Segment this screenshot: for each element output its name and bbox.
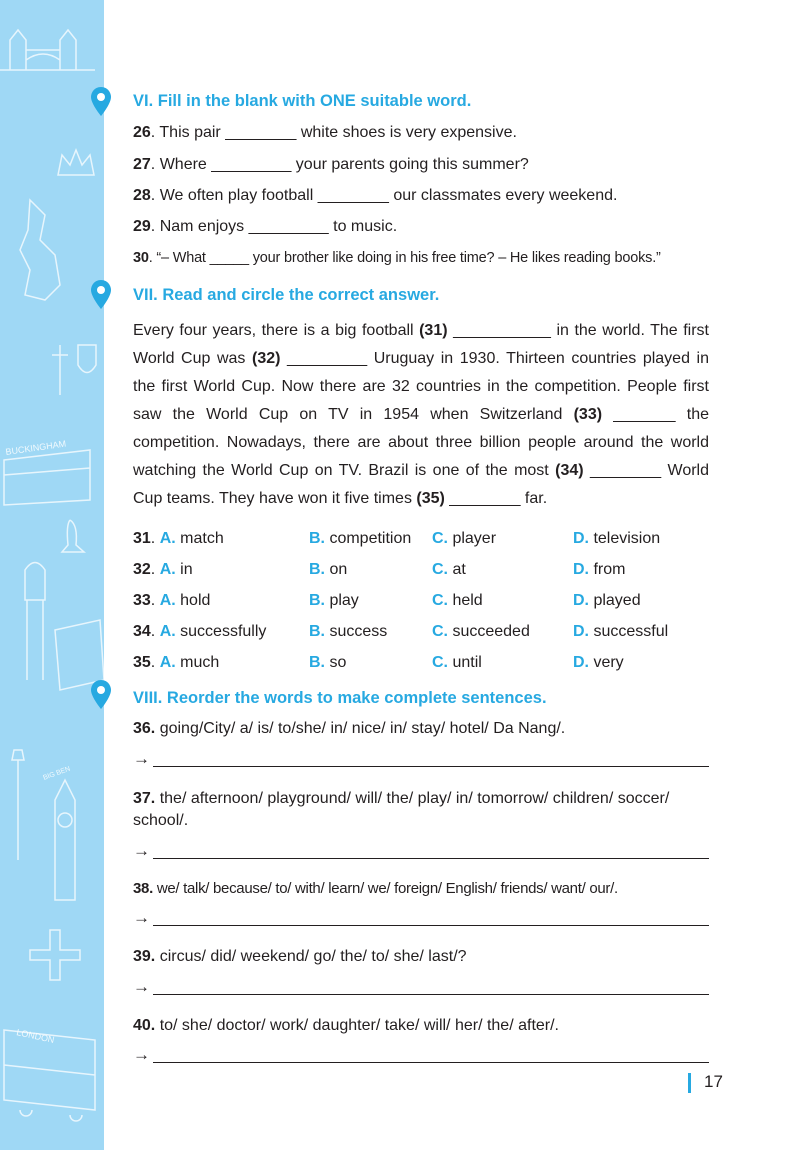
blank-number-32: (32)	[252, 350, 281, 367]
question-30	[133, 250, 661, 266]
option-d[interactable]: played	[593, 592, 641, 609]
passage-text: ________ far.	[444, 490, 548, 507]
question-number: 31	[133, 530, 151, 547]
london-landmarks-illustration	[0, 0, 104, 1150]
option-letter: C.	[432, 623, 448, 640]
uk-map-icon	[20, 200, 60, 300]
tower-bridge-icon	[0, 30, 95, 70]
writing-line[interactable]	[153, 858, 709, 859]
answer-line-39[interactable]	[133, 977, 709, 999]
answer-line-36[interactable]	[133, 749, 709, 771]
option-b[interactable]: on	[329, 561, 348, 578]
section-6-title: VI. Fill in the blank with ONE suitable word.	[133, 92, 472, 110]
location-pin-icon	[90, 86, 112, 118]
page-number-bar	[688, 1073, 691, 1093]
options-row-32	[133, 561, 713, 592]
question-38	[133, 878, 709, 900]
separator: .	[150, 530, 156, 547]
option-letter: D.	[573, 592, 589, 609]
option-letter: B.	[309, 561, 325, 578]
question-number: 38.	[133, 880, 153, 897]
option-letter: A.	[159, 654, 176, 671]
blank-number-35: (35)	[416, 490, 445, 507]
option-letter: B.	[309, 623, 325, 640]
question-number: 33	[133, 592, 151, 609]
passage-text: ___________ in the world. The first World Cup was	[133, 322, 709, 367]
reading-passage	[133, 317, 709, 513]
option-a[interactable]: in	[180, 561, 193, 578]
question-text: . Nam enjoys _________ to music.	[150, 218, 398, 235]
question-number: 35	[133, 654, 151, 671]
arrow-icon: →	[133, 977, 150, 996]
arrow-icon: →	[133, 841, 150, 860]
option-a[interactable]: hold	[180, 592, 211, 609]
option-letter: B.	[309, 654, 325, 671]
question-number: 26	[133, 124, 151, 141]
option-letter: B.	[309, 530, 325, 547]
option-letter: D.	[573, 561, 589, 578]
question-40	[133, 1015, 709, 1037]
question-number: 27	[133, 156, 151, 173]
location-pin-icon	[90, 679, 112, 711]
answer-line-38[interactable]	[133, 908, 709, 930]
location-pin-icon	[90, 279, 112, 311]
shield-icon	[78, 345, 96, 373]
question-number: 40.	[133, 1017, 156, 1034]
option-letter: A.	[159, 592, 176, 609]
passage-text: Every four years, there is a big football	[133, 322, 420, 339]
section-8-title: VIII. Reorder the words to make complete sentences.	[133, 689, 547, 707]
passage-text: ________ World Cup teams. They have won it five times	[133, 462, 709, 507]
sword-icon	[52, 345, 68, 395]
option-b[interactable]: so	[329, 654, 347, 671]
crown-icon	[58, 150, 94, 175]
question-number: 29	[133, 218, 151, 235]
option-a[interactable]: much	[180, 654, 220, 671]
option-d[interactable]: television	[593, 530, 661, 547]
writing-line[interactable]	[153, 1062, 709, 1063]
question-37	[133, 788, 709, 832]
option-letter: A.	[159, 623, 176, 640]
option-d[interactable]: from	[593, 561, 626, 578]
option-d[interactable]: very	[593, 654, 624, 671]
writing-line[interactable]	[153, 766, 709, 767]
option-c[interactable]: held	[452, 592, 483, 609]
blank-number-33: (33)	[573, 406, 603, 423]
cross-icon	[30, 930, 80, 980]
london-label: LONDON	[15, 1027, 56, 1045]
question-number: 36.	[133, 720, 156, 737]
lamp-post-icon	[12, 750, 24, 860]
separator: .	[150, 623, 156, 640]
option-a[interactable]: match	[180, 530, 224, 547]
writing-line[interactable]	[153, 925, 709, 926]
options-row-34	[133, 623, 713, 654]
option-letter: B.	[309, 592, 325, 609]
question-text: circus/ did/ weekend/ go/ the/ to/ she/ last/?	[155, 948, 467, 965]
option-a[interactable]: successfully	[180, 623, 267, 640]
question-26	[133, 124, 517, 142]
question-number: 37.	[133, 790, 156, 807]
option-c[interactable]: at	[452, 561, 466, 578]
bell-icon	[62, 520, 84, 552]
big-ben-icon	[55, 780, 75, 900]
option-letter: C.	[432, 561, 448, 578]
question-number: 34	[133, 623, 151, 640]
option-letter: D.	[573, 623, 589, 640]
option-c[interactable]: succeeded	[452, 623, 530, 640]
answer-line-37[interactable]	[133, 841, 709, 863]
question-number: 28	[133, 187, 151, 204]
question-36	[133, 718, 709, 740]
option-letter: A.	[159, 561, 176, 578]
separator: .	[150, 561, 156, 578]
question-number: 39.	[133, 948, 156, 965]
question-text: the/ afternoon/ playground/ will/ the/ play/ in/ tomorrow/ children/ soccer/ school/.	[133, 790, 670, 829]
option-c[interactable]: player	[452, 530, 497, 547]
option-b[interactable]: play	[329, 592, 359, 609]
question-text: to/ she/ doctor/ work/ daughter/ take/ will/ her/ the/ after/.	[155, 1017, 559, 1034]
question-29	[133, 218, 397, 236]
writing-line[interactable]	[153, 994, 709, 995]
question-text: . Where _________ your parents going this summer?	[150, 156, 529, 173]
passage-text: _______ the competition. Nowadays, there are about three billion people around the world watching the World Cup on TV. Brazil is one of the most	[133, 406, 709, 479]
option-d[interactable]: successful	[593, 623, 669, 640]
option-letter: D.	[573, 530, 589, 547]
blank-number-31: (31)	[419, 322, 448, 339]
separator: .	[150, 592, 156, 609]
separator: .	[150, 654, 156, 671]
option-letter: C.	[432, 530, 448, 547]
passage-text: _________ Uruguay in 1930. Thirteen countries played in the first World Cup. Now there are 32 countries in the competition. People first saw the World Cup on TV in 1954 when Switzerland	[133, 350, 710, 423]
question-text: going/City/ a/ is/ to/she/ in/ nice/ in/ stay/ hotel/ Da Nang/.	[155, 720, 566, 737]
arrow-icon: →	[133, 1045, 150, 1064]
answer-line-40[interactable]	[133, 1045, 709, 1067]
page-number-text: 17	[704, 1072, 723, 1091]
buckingham-label: BUCKINGHAM	[4, 438, 67, 457]
guard-icon	[25, 563, 45, 681]
option-c[interactable]: until	[452, 654, 482, 671]
options-row-33	[133, 592, 713, 623]
section-7-title: VII. Read and circle the correct answer.	[133, 286, 440, 304]
option-b[interactable]: competition	[329, 530, 412, 547]
question-39	[133, 946, 709, 968]
option-letter: C.	[432, 654, 448, 671]
arrow-icon: →	[133, 749, 150, 768]
decorative-sidebar	[0, 0, 104, 1150]
question-number: 32	[133, 561, 151, 578]
question-number: 30	[133, 250, 149, 266]
question-28	[133, 187, 617, 205]
arrow-icon: →	[133, 908, 150, 927]
options-row-35	[133, 654, 713, 685]
answer-options-table	[133, 530, 713, 685]
palace-icon	[4, 450, 90, 505]
question-27	[133, 156, 529, 174]
option-letter: C.	[432, 592, 448, 609]
blank-number-34: (34)	[555, 462, 584, 479]
option-letter: D.	[573, 654, 589, 671]
question-text: . “– What _____ your brother like doing in his free time? – He likes reading books.”	[148, 250, 661, 266]
options-row-31	[133, 530, 713, 561]
question-text: . We often play football ________ our classmates every weekend.	[150, 187, 618, 204]
question-text: we/ talk/ because/ to/ with/ learn/ we/ foreign/ English/ friends/ want/ our/.	[152, 880, 618, 897]
big-ben-label: BIG BEN	[42, 765, 72, 782]
question-text: . This pair ________ white shoes is very expensive.	[150, 124, 517, 141]
option-letter: A.	[159, 530, 176, 547]
option-b[interactable]: success	[329, 623, 388, 640]
